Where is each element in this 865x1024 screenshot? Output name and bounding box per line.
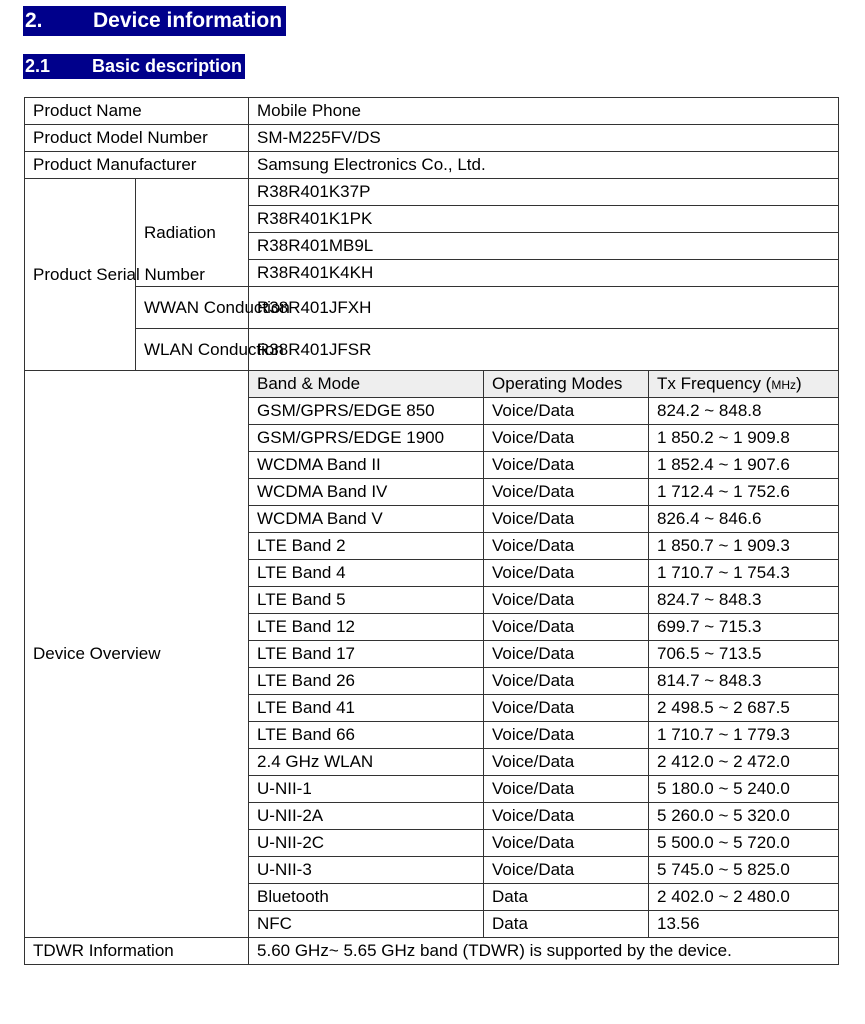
device-overview-label: Device Overview — [25, 371, 249, 938]
operating-mode-cell: Voice/Data — [484, 641, 649, 668]
band-mode-cell: LTE Band 26 — [249, 668, 484, 695]
row-serial-wwan — [25, 287, 839, 329]
tdwr-label: TDWR Information — [25, 938, 249, 965]
band-mode-cell: Bluetooth — [249, 884, 484, 911]
band-mode-cell: GSM/GPRS/EDGE 850 — [249, 398, 484, 425]
operating-mode-cell: Data — [484, 911, 649, 938]
row-serial-radiation-1 — [25, 179, 839, 206]
tx-frequency-header-close: ) — [796, 373, 802, 393]
operating-mode-cell: Data — [484, 884, 649, 911]
tx-frequency-cell: 13.56 — [649, 911, 839, 938]
operating-mode-cell: Voice/Data — [484, 533, 649, 560]
manufacturer-label: Product Manufacturer — [25, 152, 249, 179]
operating-modes-header: Operating Modes — [484, 371, 649, 398]
row-serial-wlan — [25, 329, 839, 371]
tx-frequency-cell: 814.7 ~ 848.3 — [649, 668, 839, 695]
subsection-number: 2.1 — [25, 56, 51, 76]
band-mode-cell: U-NII-1 — [249, 776, 484, 803]
radiation-label: Radiation — [136, 179, 249, 287]
product-name-label: Product Name — [25, 98, 249, 125]
band-mode-cell: U-NII-3 — [249, 857, 484, 884]
band-mode-cell: NFC — [249, 911, 484, 938]
tx-frequency-cell: 2 402.0 ~ 2 480.0 — [649, 884, 839, 911]
operating-mode-cell: Voice/Data — [484, 506, 649, 533]
operating-mode-cell: Voice/Data — [484, 560, 649, 587]
band-mode-cell: LTE Band 17 — [249, 641, 484, 668]
tx-frequency-cell: 2 412.0 ~ 2 472.0 — [649, 749, 839, 776]
tx-frequency-cell: 5 745.0 ~ 5 825.0 — [649, 857, 839, 884]
tx-frequency-unit: MHz — [771, 377, 796, 392]
band-mode-cell: LTE Band 66 — [249, 722, 484, 749]
row-tdwr — [25, 938, 839, 965]
subsection-heading — [23, 54, 245, 79]
row-manufacturer — [25, 152, 839, 179]
operating-mode-cell: Voice/Data — [484, 398, 649, 425]
tx-frequency-cell: 1 710.7 ~ 1 779.3 — [649, 722, 839, 749]
operating-mode-cell: Voice/Data — [484, 425, 649, 452]
operating-mode-cell: Voice/Data — [484, 479, 649, 506]
band-mode-cell: WCDMA Band V — [249, 506, 484, 533]
operating-mode-cell: Voice/Data — [484, 776, 649, 803]
tx-frequency-cell: 824.7 ~ 848.3 — [649, 587, 839, 614]
tx-frequency-cell: 5 500.0 ~ 5 720.0 — [649, 830, 839, 857]
section-heading — [23, 6, 286, 36]
radiation-serial: R38R401K1PK — [249, 206, 839, 233]
tx-frequency-cell: 1 710.7 ~ 1 754.3 — [649, 560, 839, 587]
tx-frequency-header — [649, 371, 839, 398]
operating-mode-cell: Voice/Data — [484, 668, 649, 695]
operating-mode-cell: Voice/Data — [484, 587, 649, 614]
row-model-number — [25, 125, 839, 152]
tx-frequency-cell: 824.2 ~ 848.8 — [649, 398, 839, 425]
operating-mode-cell: Voice/Data — [484, 749, 649, 776]
operating-mode-cell: Voice/Data — [484, 803, 649, 830]
tx-frequency-header-text: Tx Frequency ( — [657, 373, 772, 393]
band-mode-cell: LTE Band 5 — [249, 587, 484, 614]
band-mode-cell: U-NII-2A — [249, 803, 484, 830]
wwan-serial: R38R401JFXH — [249, 287, 839, 329]
operating-mode-cell: Voice/Data — [484, 830, 649, 857]
model-number-label: Product Model Number — [25, 125, 249, 152]
band-mode-cell: 2.4 GHz WLAN — [249, 749, 484, 776]
tx-frequency-cell: 1 850.2 ~ 1 909.8 — [649, 425, 839, 452]
tdwr-value: 5.60 GHz~ 5.65 GHz band (TDWR) is supported by the device. — [249, 938, 839, 965]
band-mode-cell: LTE Band 4 — [249, 560, 484, 587]
section-title: Device information — [93, 9, 283, 32]
wlan-label: WLAN Conduction — [136, 329, 249, 371]
operating-mode-cell: Voice/Data — [484, 857, 649, 884]
band-mode-cell: LTE Band 41 — [249, 695, 484, 722]
tx-frequency-cell: 2 498.5 ~ 2 687.5 — [649, 695, 839, 722]
tx-frequency-cell: 5 260.0 ~ 5 320.0 — [649, 803, 839, 830]
band-mode-cell: U-NII-2C — [249, 830, 484, 857]
row-product-name — [25, 98, 839, 125]
band-mode-cell: WCDMA Band IV — [249, 479, 484, 506]
product-name-value: Mobile Phone — [249, 98, 839, 125]
subsection-title: Basic description — [92, 56, 243, 76]
radiation-serial: R38R401K37P — [249, 179, 839, 206]
band-mode-cell: LTE Band 12 — [249, 614, 484, 641]
model-number-value: SM-M225FV/DS — [249, 125, 839, 152]
tx-frequency-cell: 699.7 ~ 715.3 — [649, 614, 839, 641]
band-mode-header: Band & Mode — [249, 371, 484, 398]
tx-frequency-cell: 5 180.0 ~ 5 240.0 — [649, 776, 839, 803]
wwan-label: WWAN Conduction — [136, 287, 249, 329]
band-mode-cell: LTE Band 2 — [249, 533, 484, 560]
radiation-serial: R38R401MB9L — [249, 233, 839, 260]
tx-frequency-cell: 1 852.4 ~ 1 907.6 — [649, 452, 839, 479]
tx-frequency-cell: 1 712.4 ~ 1 752.6 — [649, 479, 839, 506]
manufacturer-value: Samsung Electronics Co., Ltd. — [249, 152, 839, 179]
operating-mode-cell: Voice/Data — [484, 614, 649, 641]
radiation-serial: R38R401K4KH — [249, 260, 839, 287]
section-number: 2. — [25, 9, 43, 32]
band-mode-cell: GSM/GPRS/EDGE 1900 — [249, 425, 484, 452]
serial-number-label: Product Serial Number — [25, 179, 136, 371]
tx-frequency-cell: 706.5 ~ 713.5 — [649, 641, 839, 668]
tx-frequency-cell: 826.4 ~ 846.6 — [649, 506, 839, 533]
wlan-serial: R38R401JFSR — [249, 329, 839, 371]
band-mode-cell: WCDMA Band II — [249, 452, 484, 479]
operating-mode-cell: Voice/Data — [484, 695, 649, 722]
device-info-table — [24, 97, 839, 965]
tx-frequency-cell: 1 850.7 ~ 1 909.3 — [649, 533, 839, 560]
overview-header-row — [25, 371, 839, 398]
operating-mode-cell: Voice/Data — [484, 722, 649, 749]
operating-mode-cell: Voice/Data — [484, 452, 649, 479]
